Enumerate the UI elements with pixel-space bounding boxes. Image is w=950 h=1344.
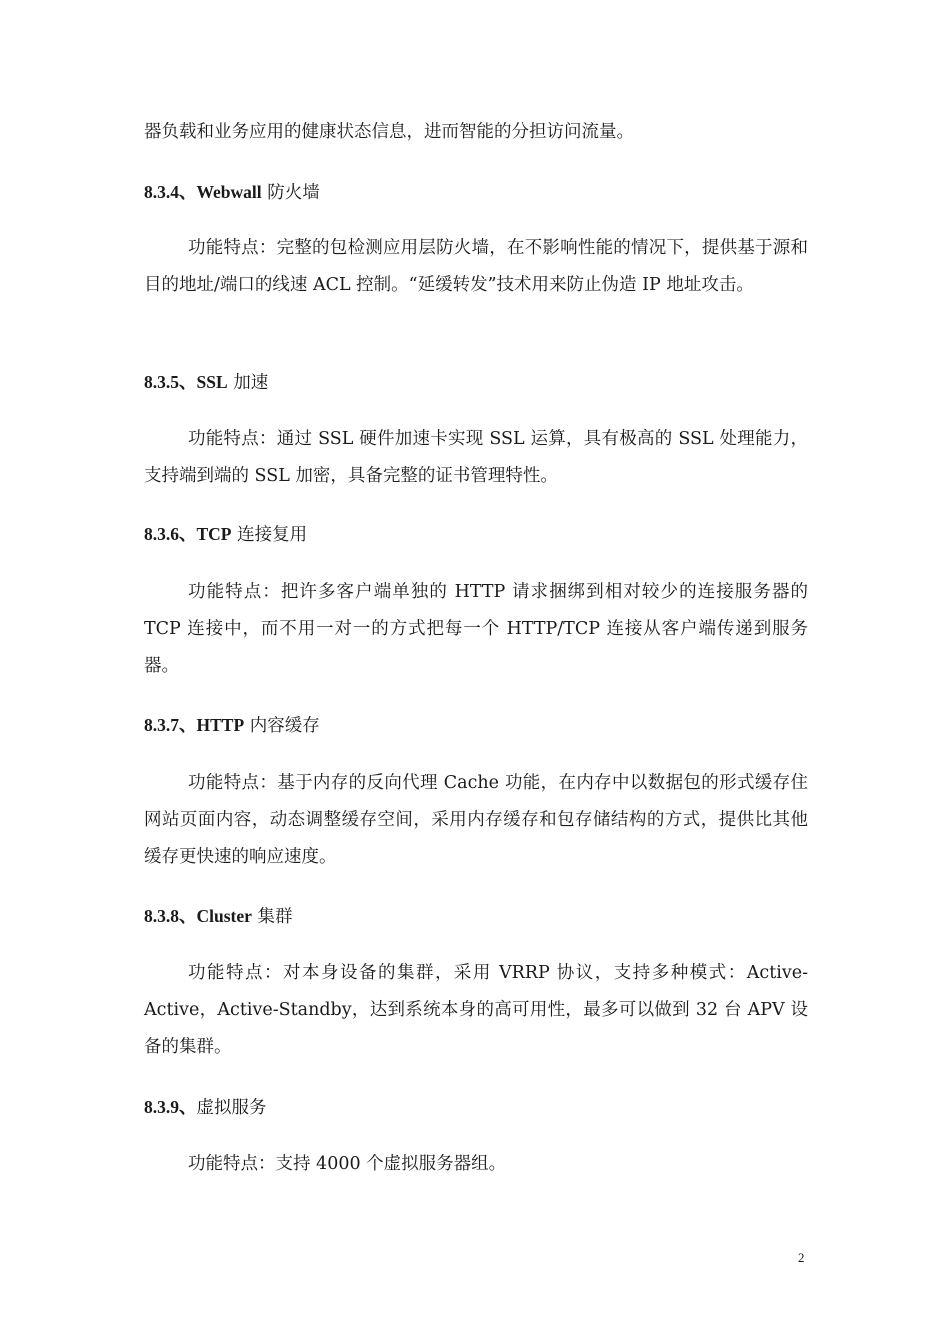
section-title: 防火墙 — [261, 183, 320, 203]
section-number: 8.3.7、 — [144, 715, 197, 735]
section-heading-8-3-5 — [144, 370, 268, 395]
section-number: 8.3.5 — [144, 372, 179, 392]
section-heading-8-3-6 — [144, 522, 307, 547]
page-number: 2 — [798, 1250, 805, 1265]
section-number: 8.3.9、 — [144, 1097, 197, 1117]
section-heading-8-3-9 — [144, 1095, 267, 1120]
section-heading-8-3-4 — [144, 180, 320, 205]
section-title-latin: HTTP — [196, 715, 245, 735]
section-body-8-3-5: 功能特点：通过 SSL 硬件加速卡实现 SSL 运算，具有极高的 SSL 处理能力，支持端到端的 SSL 加密，具备完整的证书管理特性。 — [144, 429, 808, 486]
section-heading-8-3-8 — [144, 904, 292, 929]
section-title-latin: TCP — [196, 524, 232, 544]
section-title: 虚拟服务 — [196, 1098, 267, 1118]
section-title: 内容缓存 — [244, 716, 320, 736]
section-title-latin: Cluster — [196, 906, 252, 926]
section-body-8-3-7: 功能特点：基于内存的反向代理 Cache 功能，在内存中以数据包的形式缓存住网站页面内容，动态调整缓存空间，采用内存缓存和包存储结构的方式，提供比其他缓存更快速的响应速度。 — [144, 773, 808, 867]
section-title: 集群 — [251, 907, 293, 927]
intro-paragraph: 器负载和业务应用的健康状态信息，进而智能的分担访问流量。 — [144, 122, 634, 142]
section-title: 连接复用 — [231, 525, 308, 545]
section-body-8-3-6: 功能特点：把许多客户端单独的 HTTP 请求捆绑到相对较少的连接服务器的 TCP 连接中，而不用一对一的方式把每一个 HTTP/TCP 连接从客户端传递到服务器。 — [144, 582, 808, 676]
section-heading-8-3-7 — [144, 713, 320, 738]
section-body-8-3-8: 功能特点：对本身设备的集群，采用 VRRP 协议，支持多种模式：Active-Active，Active-Standby，达到系统本身的高可用性，最多可以做到 32 台 APV 设备的集群。 — [144, 963, 808, 1057]
section-title-latin: 、SSL — [179, 372, 228, 392]
section-body-8-3-9: 功能特点：支持 4000 个虚拟服务器组。 — [188, 1154, 507, 1174]
section-number: 8.3.4、 — [144, 182, 197, 202]
section-title-latin: Webwall — [196, 182, 262, 202]
section-number: 8.3.6、 — [144, 524, 197, 544]
section-title: 加速 — [227, 373, 269, 393]
section-number: 8.3.8、 — [144, 906, 197, 926]
section-body-8-3-4: 功能特点：完整的包检测应用层防火墙，在不影响性能的情况下，提供基于源和目的地址/端口的线速 ACL 控制。“延缓转发”技术用来防止伪造 IP 地址攻击。 — [144, 238, 808, 295]
